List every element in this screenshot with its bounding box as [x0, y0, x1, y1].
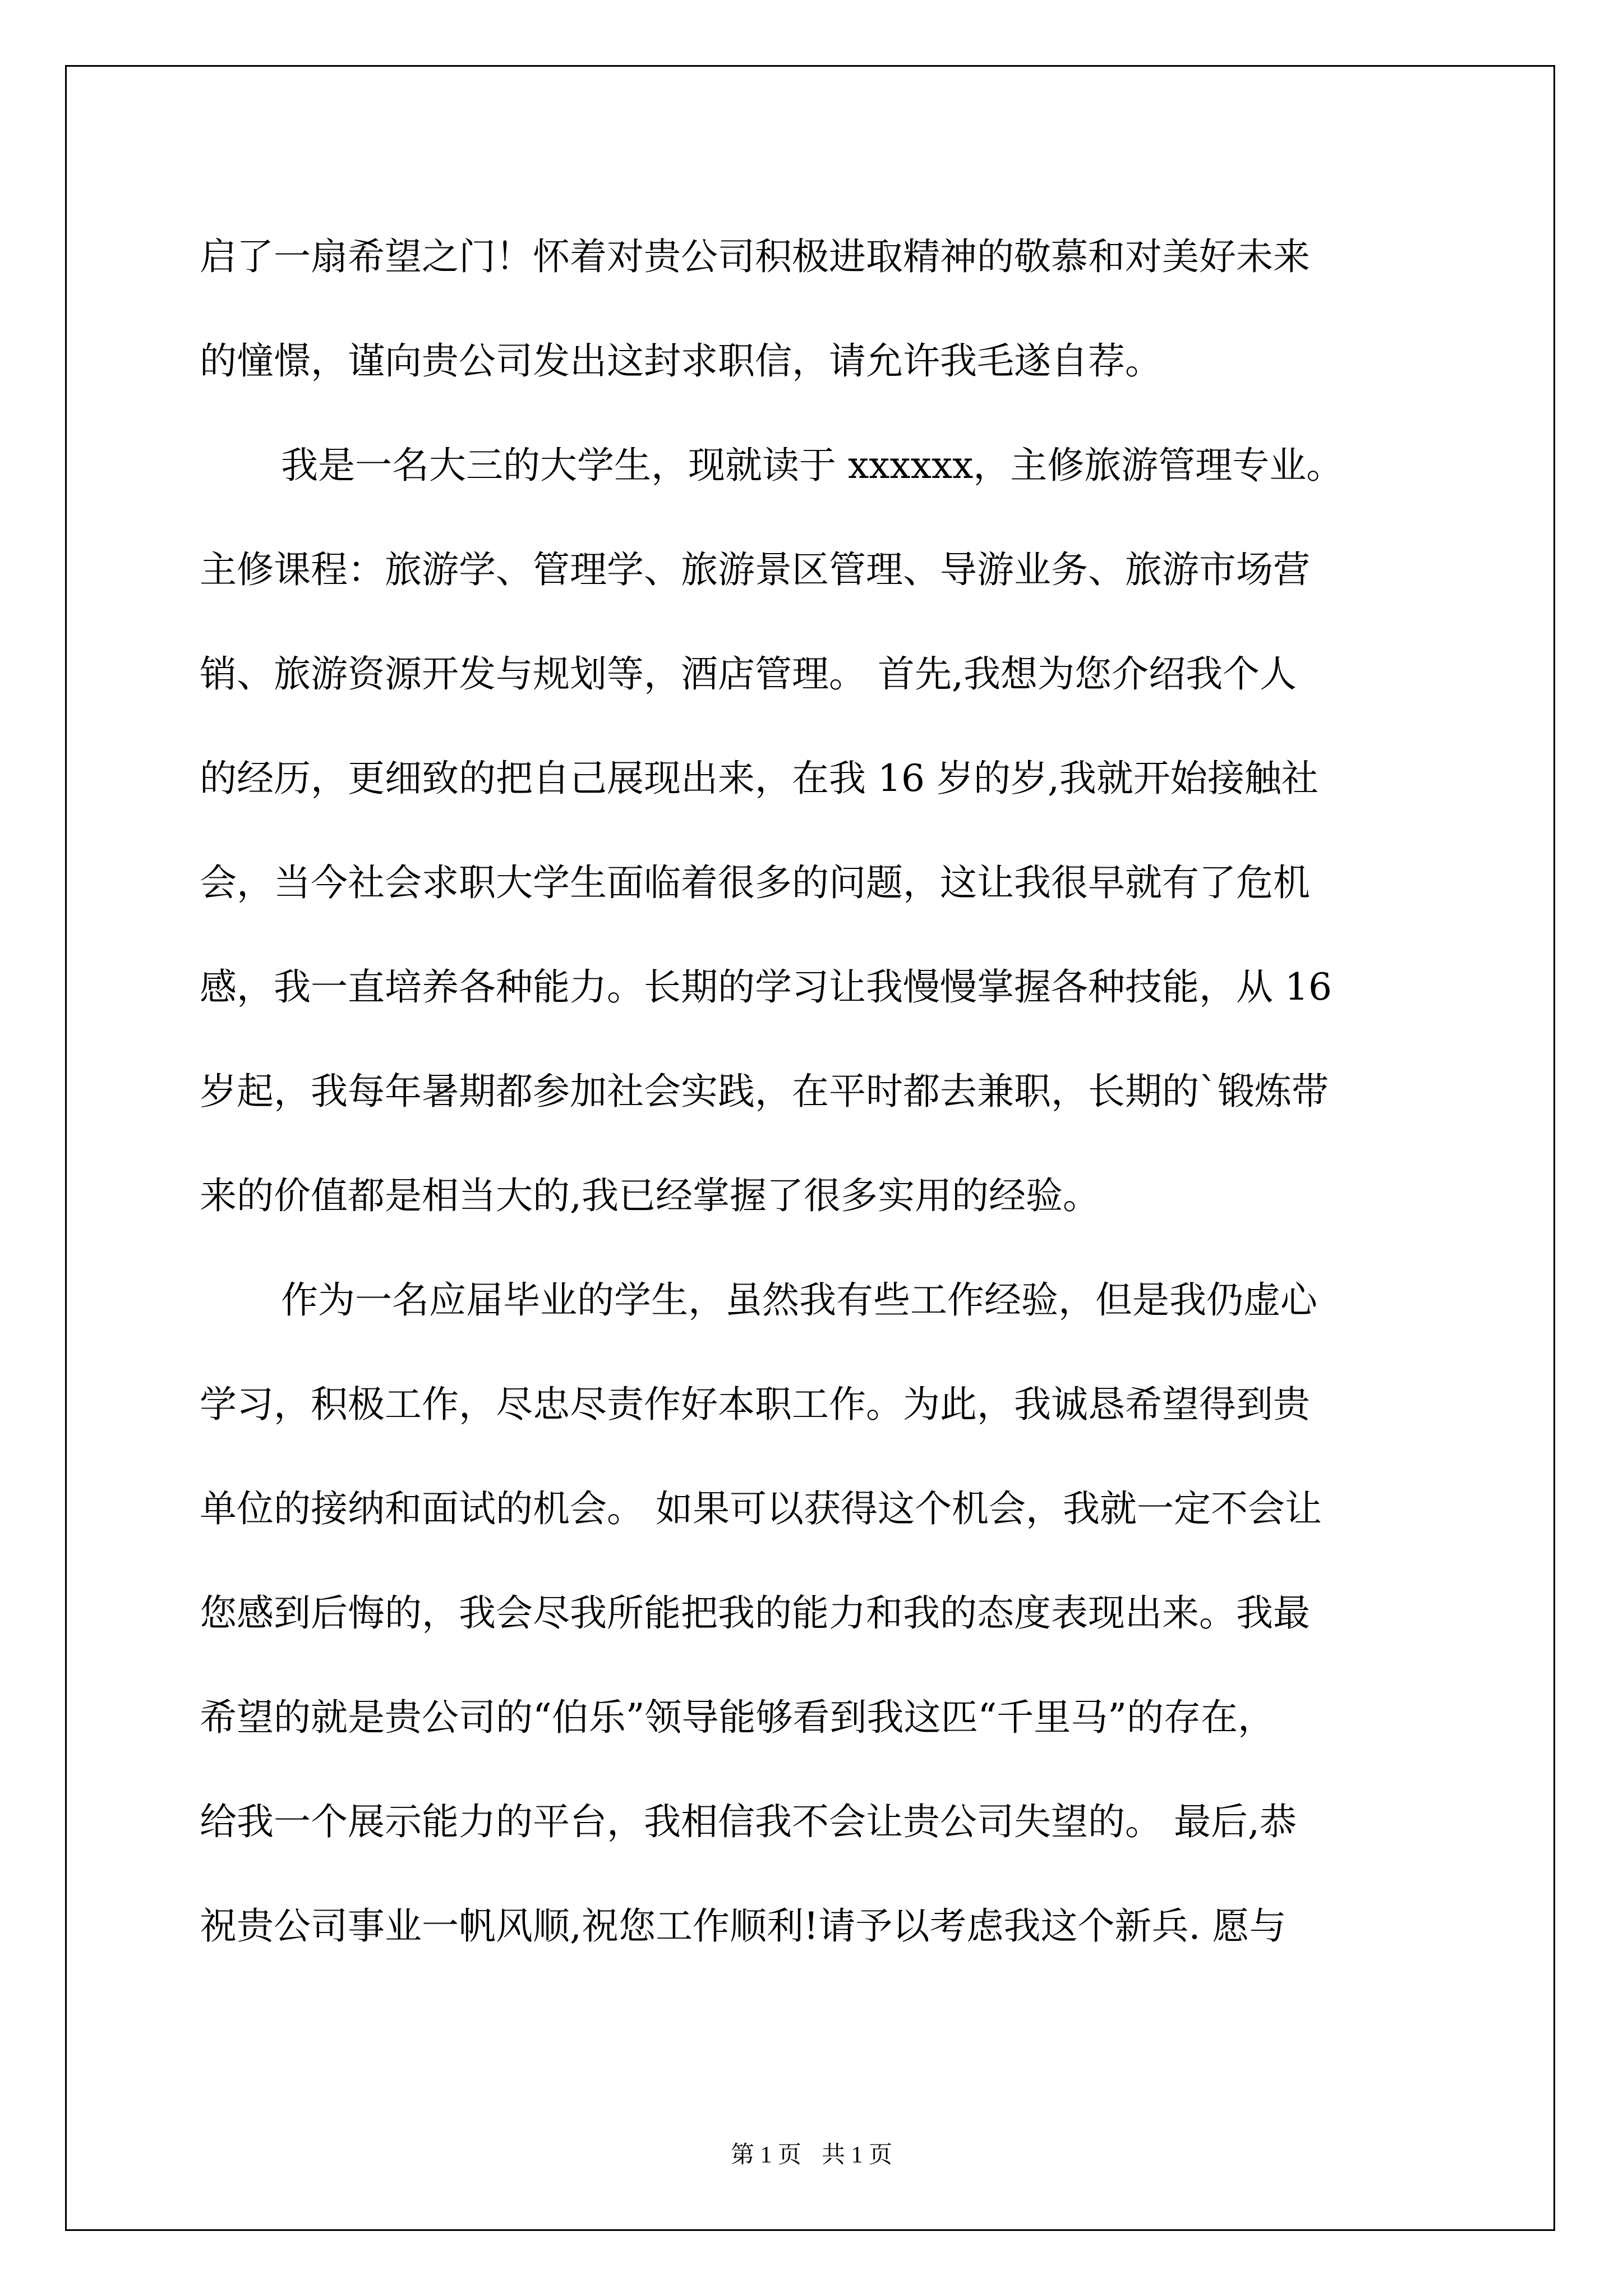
text-line: 感，我一直培养各种能力。长期的学习让我慢慢掌握各种技能，从 16: [200, 965, 1332, 1009]
page-footer: [0, 2136, 1623, 2170]
text-line: 主修课程：旅游学、管理学、旅游景区管理、导游业务、旅游市场营: [200, 548, 1310, 591]
text-line: 销、旅游资源开发与规划等，酒店管理。 首先,我想为您介绍我个人: [200, 652, 1297, 696]
page-number-total: 共 1 页: [822, 2142, 893, 2168]
text-line: 来的价值都是相当大的,我已经掌握了很多实用的经验。: [200, 1174, 1100, 1217]
text-line: 学习，积极工作，尽忠尽责作好本职工作。为此，我诚恳希望得到贵: [200, 1383, 1310, 1426]
text-line: 启了一扇希望之门！怀着对贵公司积极进取精神的敬慕和对美好未来: [200, 235, 1310, 278]
text-line: 祝贵公司事业一帆风顺,祝您工作顺利!请予以考虑我这个新兵. 愿与: [200, 1904, 1287, 1948]
text-line: 岁起，我每年暑期都参加社会实践，在平时都去兼职，长期的`锻炼带: [200, 1070, 1329, 1113]
text-line: 作为一名应届毕业的学生，虽然我有些工作经验，但是我仍虚心: [281, 1278, 1317, 1322]
text-line: 希望的就是贵公司的“伯乐”领导能够看到我这匹“千里马”的存在，: [200, 1696, 1275, 1739]
text-line: 会，当今社会求职大学生面临着很多的问题，这让我很早就有了危机: [200, 861, 1310, 904]
text-line: 您感到后悔的，我会尽我所能把我的能力和我的态度表现出来。我最: [200, 1591, 1310, 1635]
text-line: 的经历，更细致的把自己展现出来，在我 16 岁的岁,我就开始接触社: [200, 757, 1318, 800]
page-number-current: 第 1 页: [730, 2142, 801, 2168]
text-line: 的憧憬，谨向贵公司发出这封求职信，请允许我毛遂自荐。: [200, 339, 1162, 383]
text-line: 我是一名大三的大学生，现就读于 xxxxxx，主修旅游管理专业。: [281, 444, 1344, 487]
text-line: 给我一个展示能力的平台，我相信我不会让贵公司失望的。 最后,恭: [200, 1800, 1297, 1843]
letter-body: [200, 205, 1433, 1978]
text-line: 单位的接纳和面试的机会。 如果可以获得这个机会，我就一定不会让: [200, 1487, 1322, 1530]
